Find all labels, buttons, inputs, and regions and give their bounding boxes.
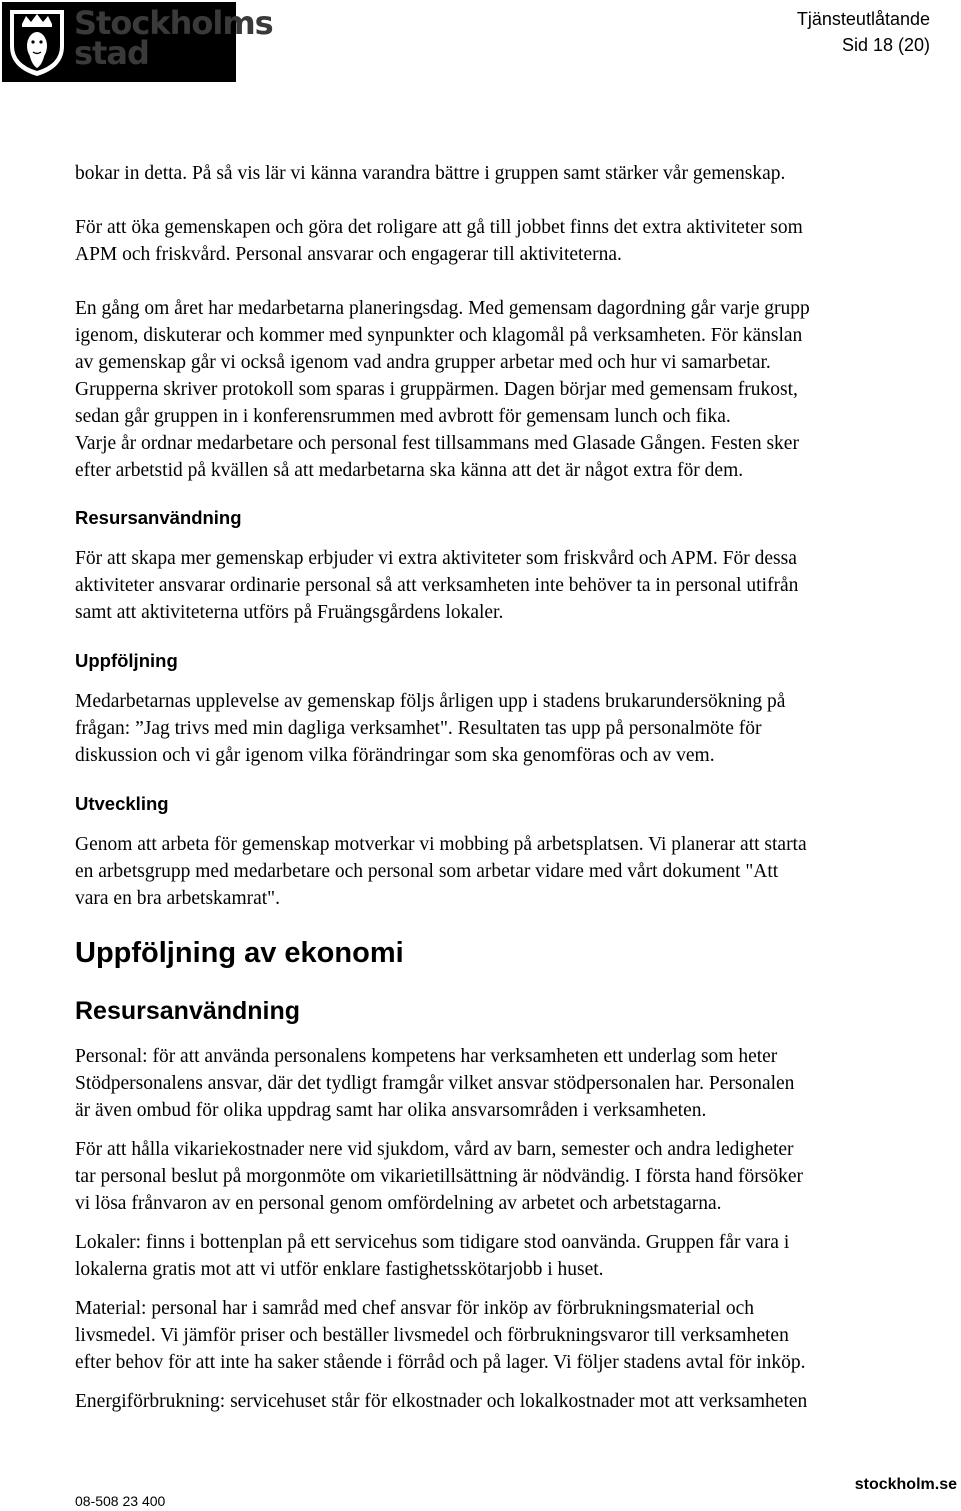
crown-crest-icon [6, 6, 68, 78]
paragraph-line: Material: personal har i samråd med chef ansvar för inköp av förbrukningsmaterial och [75, 1298, 755, 1319]
paragraph-line: Energiförbrukning: servicehuset står för elkostnader och lokalkostnader mot att verksamheten [75, 1391, 808, 1412]
document-body [75, 160, 961, 1415]
stockholms-stad-logo [2, 2, 273, 82]
section-heading-uppfoljning: Uppföljning [75, 650, 178, 671]
paragraph-line: samt att aktiviteterna utförs på Fruängsgårdens lokaler. [75, 602, 504, 623]
paragraph-line: vara en bra arbetskamrat". [75, 888, 281, 909]
footer-website: stockholm.se [854, 1476, 957, 1493]
paragraph-line: livsmedel. Vi jämför priser och beställer livsmedel och förbrukningsvaror till verksamheten [75, 1325, 789, 1346]
subheading-resursanvandning: Resursanvändning [75, 997, 301, 1025]
paragraph-line: Medarbetarnas upplevelse av gemenskap följs årligen upp i stadens brukarundersökning på [75, 691, 786, 712]
paragraph: bokar in detta. På så vis lär vi känna varandra bättre i gruppen samt stärker vår gemenskap. [75, 163, 786, 184]
paragraph-line: En gång om året har medarbetarna planeringsdag. Med gemensam dagordning går varje grupp [75, 298, 810, 319]
document-type: Tjänsteutlåtande [796, 9, 930, 29]
paragraph-line: För att öka gemenskapen och göra det roligare att gå till jobbet finns det extra aktiviteter som [75, 217, 803, 238]
paragraph-line: efter behov för att inte ha saker stående i förråd och på lager. Vi följer stadens avtal för inköp. [75, 1352, 806, 1373]
paragraph-line: Genom att arbeta för gemenskap motverkar vi mobbing på arbetsplatsen. Vi planerar att starta [75, 834, 807, 855]
paragraph-line: av gemenskap går vi också igenom vad andra grupper arbetar med och hur vi samarbetar. [75, 352, 771, 373]
paragraph-line: APM och friskvård. Personal ansvarar och engagerar till aktiviteterna. [75, 244, 622, 265]
paragraph-line: sedan går gruppen in i konferensrummen med avbrott för gemensam lunch och fika. [75, 406, 731, 427]
paragraph-line: efter arbetstid på kvällen så att medarbetarna ska känna att det är något extra för dem. [75, 460, 744, 481]
paragraph-line: Stödpersonalens ansvar, där det tydligt framgår vilket ansvar stödpersonalen har. Personalen [75, 1073, 795, 1094]
paragraph-line: Grupperna skriver protokoll som sparas i gruppärmen. Dagen börjar med gemensam frukost, [75, 379, 798, 400]
paragraph-line: diskussion och vi går igenom vilka förändringar som ska genomföras och av vem. [75, 745, 715, 766]
paragraph-line: tar personal beslut på morgonmöte om vikarietillsättning är nödvändig. I första hand försöker [75, 1166, 804, 1187]
document-header [797, 6, 930, 58]
paragraph-line: lokalerna gratis mot att vi utför enklare fastighetsskötarjobb i huset. [75, 1259, 604, 1280]
paragraph-line: aktiviteter ansvarar ordinarie personal så att verksamheten inte behöver ta in personal utifrån [75, 575, 799, 596]
footer-phone: 08-508 23 400 [75, 1493, 166, 1509]
chapter-heading-ekonomi: Uppföljning av ekonomi [75, 937, 404, 969]
paragraph-line: Varje år ordnar medarbetare och personal fest tillsammans med Glasade Gången. Festen sker [75, 433, 799, 454]
paragraph-line: en arbetsgrupp med medarbetare och personal som arbetar vidare med vårt dokument "Att [75, 861, 779, 882]
page-number: Sid 18 (20) [841, 35, 930, 55]
paragraph-line: igenom, diskuterar och kommer med synpunkter och klagomål på verksamheten. För känslan [75, 325, 803, 346]
section-heading-utveckling: Utveckling [75, 793, 169, 814]
paragraph-line: För att hålla vikariekostnader nere vid sjukdom, vård av barn, semester och andra ledigheter [75, 1139, 794, 1160]
logo-line-2: stad [74, 34, 149, 72]
paragraph-line: frågan: ”Jag trivs med min dagliga verksamhet". Resultaten tas upp på personalmöte för [75, 718, 762, 739]
paragraph-line: Personal: för att använda personalens kompetens har verksamheten ett underlag som heter [75, 1046, 778, 1067]
logo-wordmark [74, 4, 273, 72]
paragraph-line: För att skapa mer gemenskap erbjuder vi extra aktiviteter som friskvård och APM. För dessa [75, 548, 797, 569]
paragraph-line: är även ombud för olika uppdrag samt har olika ansvarsområden i verksamheten. [75, 1100, 707, 1121]
logo-line-1: Stockholms [74, 4, 273, 42]
paragraph-line: vi lösa frånvaron av en personal genom omfördelning av arbetet och arbetstagarna. [75, 1193, 722, 1214]
paragraph-line: Lokaler: finns i bottenplan på ett servicehus som tidigare stod oanvända. Gruppen får vara i [75, 1232, 790, 1253]
section-heading-resursanvandning: Resursanvändning [75, 507, 242, 528]
